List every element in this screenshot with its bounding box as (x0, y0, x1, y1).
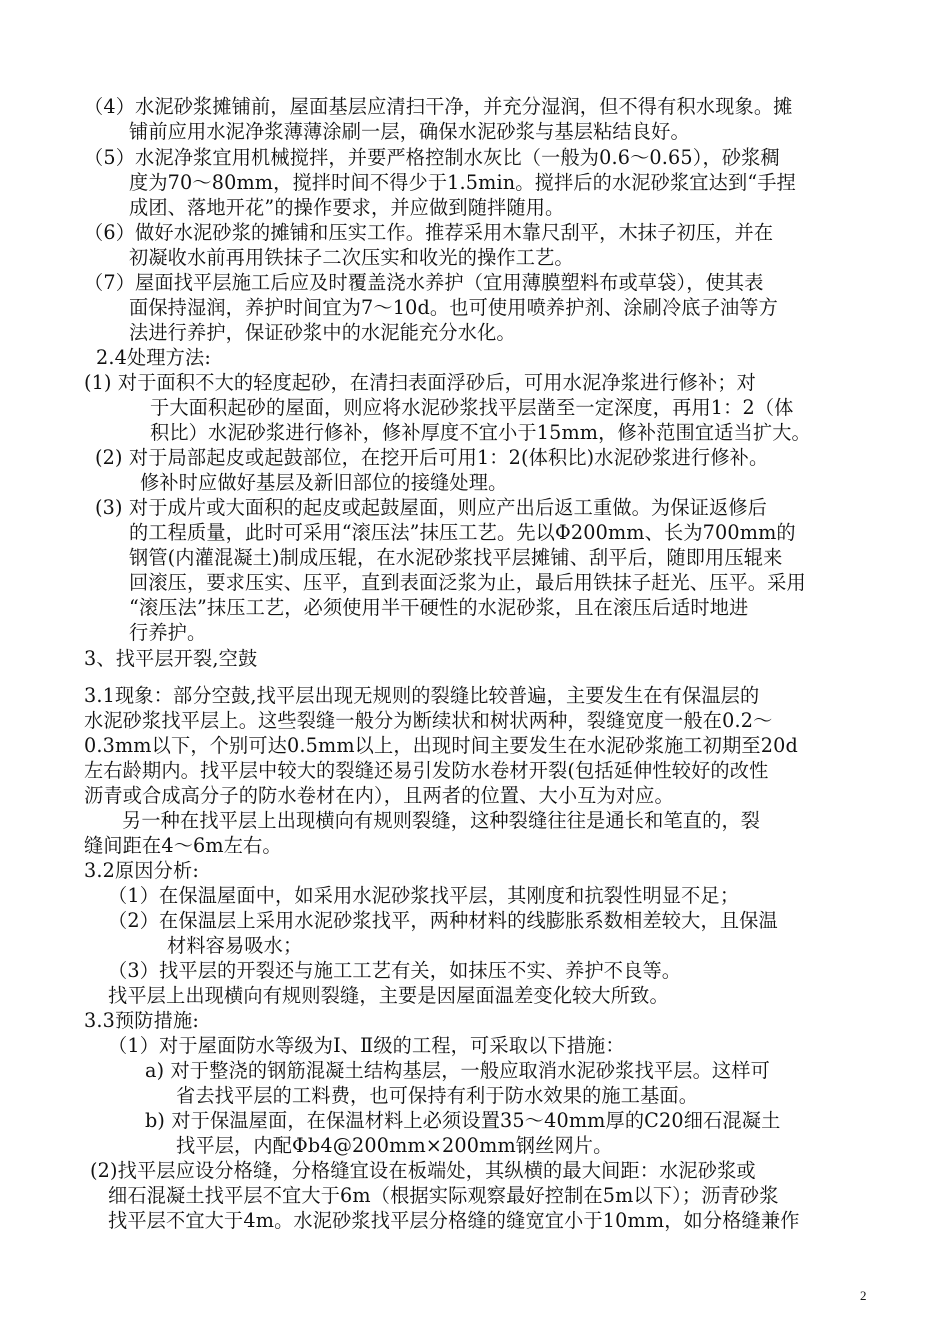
prevention-a-line-1: a) 对于整浇的钢筋混凝土结构基层，一般应取消水泥砂浆找平层。这样可 (145, 1059, 770, 1082)
item-4-line-2: 铺前应用水泥净浆薄薄涂刷一层，确保水泥砂浆与基层粘结良好。 (129, 120, 690, 143)
section-2-4-heading: 2.4处理方法: (96, 346, 211, 369)
item-7-line-1: （7）屋面找平层施工后应及时覆盖浇水养护（宜用薄膜塑料布或草袋），使其表 (84, 271, 764, 294)
item-7-line-2: 面保持湿润，养护时间宜为7～10d。也可使用喷养护剂、涂刷冷底子油等方 (129, 296, 778, 319)
prevention-b-line-1: b) 对于保温屋面，在保温材料上必须设置35～40mm厚的C20细石混凝土 (145, 1109, 781, 1132)
reason-2-line-2: 材料容易吸水； (167, 934, 303, 957)
item-7-line-3: 法进行养护，保证砂浆中的水泥能充分水化。 (129, 321, 516, 344)
item-5-line-3: 成团、落地开花”的操作要求，并应做到随拌随用。 (129, 196, 565, 219)
prevention-2-line-3: 找平层不宜大于4m。水泥砂浆找平层分格缝的缝宽宜小于10mm，如分格缝兼作 (108, 1209, 800, 1232)
section-3-heading: 3、找平层开裂,空鼓 (84, 647, 258, 670)
treatment-2-line-1: (2) 对于局部起皮或起鼓部位，在挖开后可用1：2(体积比)水泥砂浆进行修补。 (95, 446, 769, 469)
reason-1-line-1: （1）在保温屋面中，如采用水泥砂浆找平层，其刚度和抗裂性明显不足； (108, 884, 740, 907)
treatment-3-line-3: 钢管(内灌混凝土)制成压辊，在水泥砂浆找平层摊铺、刮平后，随即用压辊来 (129, 546, 783, 569)
page-number: 2 (860, 1288, 867, 1303)
treatment-3-line-2: 的工程质量，此时可采用“滚压法”抹压工艺。先以Φ200mm、长为700mm的 (129, 521, 796, 544)
section-3-1-line-2: 水泥砂浆找平层上。这些裂缝一般分为断续状和树状两种，裂缝宽度一般在0.2～ (84, 709, 773, 732)
section-3-1-line-5: 沥青或合成高分子的防水卷材在内），且两者的位置、大小互为对应。 (84, 784, 674, 807)
section-3-3-heading: 3.3预防措施: (84, 1009, 199, 1032)
treatment-3-line-1: (3) 对于成片或大面积的起皮或起鼓屋面，则应产出后返工重做。为保证返修后 (95, 496, 768, 519)
treatment-3-line-6: 行养护。 (129, 621, 207, 644)
reason-3-line-1: （3）找平层的开裂还与施工工艺有关，如抹压不实、养护不良等。 (108, 959, 682, 982)
prevention-2-line-1: (2)找平层应设分格缝，分格缝宜设在板端处，其纵横的最大间距：水泥砂浆或 (90, 1159, 756, 1182)
treatment-1-line-2: 于大面积起砂的屋面，则应将水泥砂浆找平层凿至一定深度，再用1：2（体 (150, 396, 794, 419)
item-5-line-2: 度为70～80mm，搅拌时间不得少于1.5min。搅拌后的水泥砂浆宜达到“手捏 (129, 171, 796, 194)
treatment-1-line-1: (1) 对于面积不大的轻度起砂，在清扫表面浮砂后，可用水泥净浆进行修补；对 (84, 371, 757, 394)
prevention-2-line-2: 细石混凝土找平层不宜大于6m（根据实际观察最好控制在5m以下）；沥青砂浆 (108, 1184, 779, 1207)
item-4-line-1: （4）水泥砂浆摊铺前，屋面基层应清扫干净，并充分湿润，但不得有积水现象。摊 (84, 95, 793, 118)
reason-2-line-1: （2）在保温层上采用水泥砂浆找平，两种材料的线膨胀系数相差较大，且保温 (108, 909, 778, 932)
treatment-3-line-4: 回滚压，要求压实、压平，直到表面泛浆为止，最后用铁抹子赶光、压平。采用 (129, 571, 806, 594)
section-3-1-line-3: 0.3mm以下，个别可达0.5mm以上，出现时间主要发生在水泥砂浆施工初期至20d (84, 734, 798, 757)
item-6-line-1: （6）做好水泥砂浆的摊铺和压实工作。推荐采用木靠尺刮平，木抹子初压，并在 (84, 221, 774, 244)
treatment-2-line-2: 修补时应做好基层及新旧部位的接缝处理。 (140, 471, 508, 494)
section-3-1-line-6: 另一种在找平层上出现横向有规则裂缝，这种裂缝往往是通长和笔直的，裂 (122, 809, 761, 832)
prevention-b-line-2: 找平层，内配Φb4@200mm×200mm钢丝网片。 (176, 1134, 613, 1157)
treatment-3-line-5: “滚压法”抹压工艺，必须使用半干硬性的水泥砂浆，且在滚压后适时地进 (129, 596, 749, 619)
item-6-line-2: 初凝收水前再用铁抹子二次压实和收光的操作工艺。 (129, 246, 574, 269)
section-3-1-line-1: 3.1现象：部分空鼓,找平层出现无规则的裂缝比较普遍，主要发生在有保温层的 (84, 684, 760, 707)
prevention-1-line-1: （1）对于屋面防水等级为Ⅰ、Ⅱ级的工程，可采取以下措施： (108, 1034, 625, 1057)
section-3-1-line-4: 左右龄期内。找平层中较大的裂缝还易引发防水卷材开裂(包括延伸性较好的改性 (84, 759, 769, 782)
item-5-line-1: （5）水泥净浆宜用机械搅拌，并要严格控制水灰比（一般为0.6～0.65），砂浆稠 (84, 146, 780, 169)
treatment-1-line-3: 积比）水泥砂浆进行修补，修补厚度不宜小于15mm，修补范围宜适当扩大。 (150, 421, 811, 444)
section-3-2-heading: 3.2原因分析: (84, 859, 199, 882)
prevention-a-line-2: 省去找平层的工料费，也可保持有利于防水效果的施工基面。 (176, 1084, 699, 1107)
reason-4-line-1: 找平层上出现横向有规则裂缝，主要是因屋面温差变化较大所致。 (108, 984, 669, 1007)
section-3-1-line-7: 缝间距在4～6m左右。 (84, 834, 282, 857)
